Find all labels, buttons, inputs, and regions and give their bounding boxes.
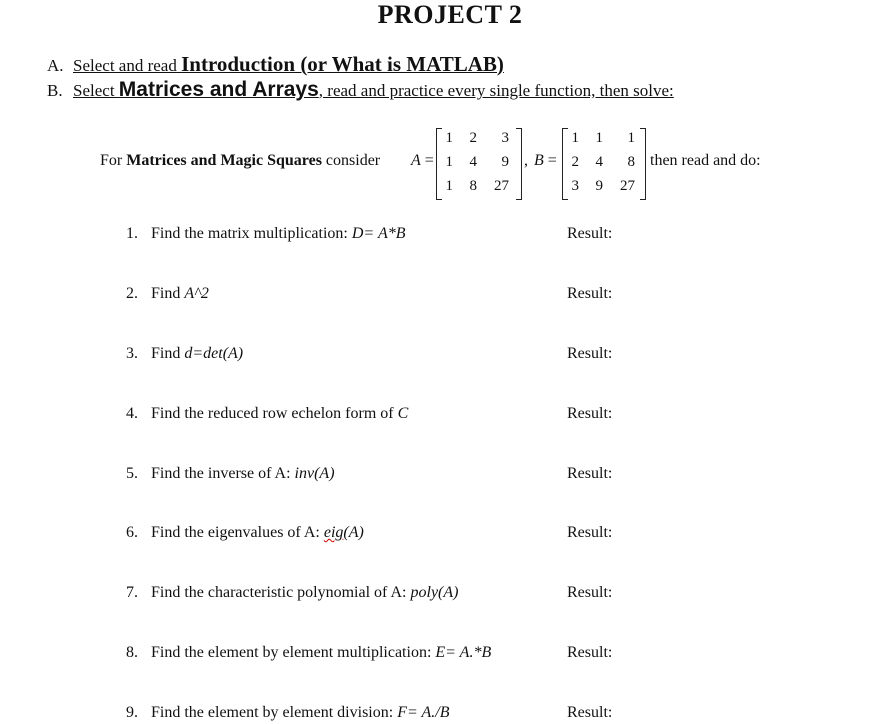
section-a-marker: A. — [47, 56, 64, 75]
item-text: Find the matrix multiplication: — [151, 225, 352, 242]
item-expression: inv(A) — [294, 465, 335, 482]
section-b-prefix: Select — [73, 81, 119, 100]
item-number: 7. — [126, 584, 138, 601]
item-number: 6. — [126, 524, 138, 541]
task-item-7 — [126, 584, 458, 602]
item-number: 9. — [126, 704, 138, 721]
section-b-topic: Matrices and Arrays — [118, 78, 319, 101]
item-expression: (A) — [343, 524, 364, 541]
matrix-a-cell: 3 — [501, 130, 509, 146]
section-a — [47, 52, 504, 77]
item-text: Find the inverse of A: — [151, 465, 295, 482]
item-text: Find — [151, 285, 185, 302]
task-item-3 — [126, 345, 243, 363]
intro-tail: then read and do: — [650, 152, 761, 169]
item-text: Find the element by element division: — [151, 704, 398, 721]
intro-consider: consider — [321, 152, 381, 169]
matrix-a-cell: 4 — [469, 154, 477, 170]
task-item-6 — [126, 524, 364, 542]
matrix-b-cell: 8 — [627, 154, 635, 170]
matrix-a-label: A = — [411, 152, 434, 169]
item-expression: poly(A) — [410, 584, 459, 601]
matrix-b-cell: 2 — [571, 154, 579, 170]
item-number: 2. — [126, 285, 138, 302]
task-item-5 — [126, 465, 335, 483]
task-item-4 — [126, 405, 408, 423]
item-expression: E= A.*B — [435, 644, 492, 661]
result-label: Result: — [567, 285, 613, 302]
item-expression: D= A*B — [351, 225, 406, 242]
matrix-b — [562, 128, 646, 200]
result-label: Result: — [567, 465, 613, 482]
section-b-suffix: , read and practice every single function, then solve: — [318, 81, 674, 100]
intro-text — [100, 152, 380, 170]
matrix-a-cell: 9 — [501, 154, 509, 170]
matrix-b-cell: 3 — [571, 178, 579, 194]
item-text: Find the eigenvalues of A: — [151, 524, 324, 541]
item-expression: C — [397, 405, 409, 422]
item-expression: F= A./B — [397, 704, 450, 721]
item-text: Find the characteristic polynomial of A: — [151, 584, 411, 601]
intro-topic: Matrices and Magic Squares — [126, 152, 322, 169]
item-text: Find — [151, 345, 185, 362]
section-b-marker: B. — [47, 81, 63, 100]
intro-lead: For — [100, 152, 127, 169]
section-b — [47, 78, 674, 102]
matrix-a-cell: 27 — [494, 178, 509, 194]
result-label: Result: — [567, 584, 613, 601]
page-title: PROJECT 2 — [377, 0, 523, 29]
result-label: Result: — [567, 405, 613, 422]
item-expression: d=det(A) — [184, 345, 244, 362]
matrix-a — [436, 128, 522, 200]
matrix-separator: , — [524, 152, 528, 169]
result-label: Result: — [567, 345, 613, 362]
item-text: Find the reduced row echelon form of — [151, 405, 398, 422]
section-a-topic: Introduction (or What is MATLAB) — [181, 52, 504, 76]
matrix-a-cell: 1 — [445, 130, 453, 146]
task-item-8 — [126, 644, 491, 662]
result-label: Result: — [567, 704, 613, 721]
matrix-a-cell: 8 — [469, 178, 477, 194]
result-label: Result: — [567, 225, 613, 242]
item-number: 8. — [126, 644, 138, 661]
task-item-2 — [126, 285, 209, 303]
item-number: 4. — [126, 405, 138, 422]
matrix-b-cell: 1 — [571, 130, 579, 146]
item-number: 5. — [126, 465, 138, 482]
task-item-1 — [126, 225, 405, 243]
item-expression: A^2 — [184, 285, 209, 302]
matrix-b-cell: 1 — [627, 130, 635, 146]
matrix-b-cell: 1 — [595, 130, 603, 146]
item-text: Find the element by element multiplication: — [151, 644, 436, 661]
result-label: Result: — [567, 644, 613, 661]
item-number: 1. — [126, 225, 138, 242]
matrix-b-cell: 9 — [595, 178, 603, 194]
matrix-a-cell: 1 — [445, 178, 453, 194]
item-number: 3. — [126, 345, 138, 362]
matrix-a-cell: 2 — [469, 130, 477, 146]
matrix-b-cell: 4 — [595, 154, 603, 170]
item-expression-misspelled: eig — [323, 524, 344, 541]
section-a-prefix: Select and read — [73, 56, 182, 75]
matrix-b-cell: 27 — [620, 178, 635, 194]
task-item-9 — [126, 704, 449, 722]
matrix-b-label: B = — [534, 152, 557, 169]
matrix-a-cell: 1 — [445, 154, 453, 170]
result-label: Result: — [567, 524, 613, 541]
